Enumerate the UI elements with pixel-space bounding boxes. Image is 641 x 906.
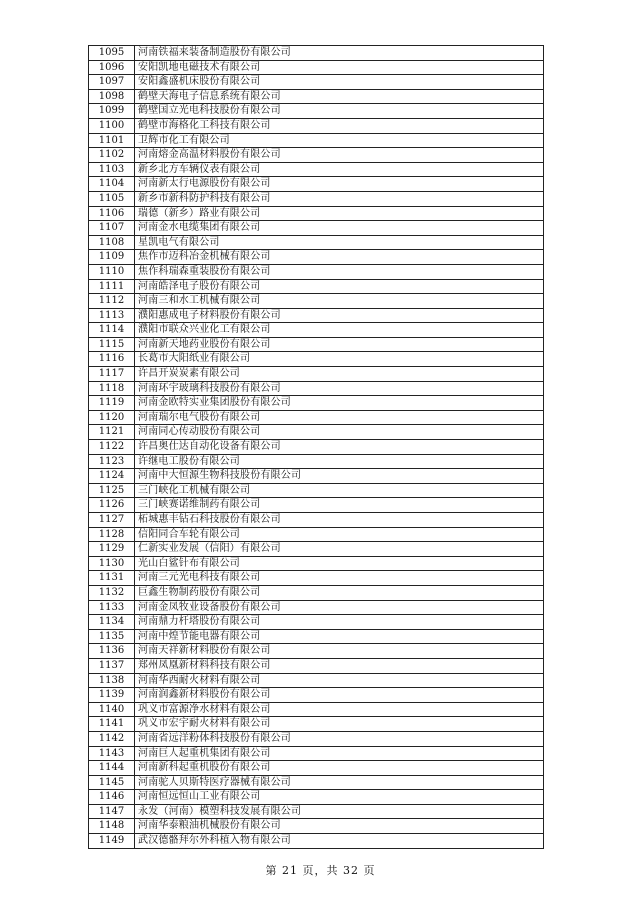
row-number-cell: 1107 (89, 221, 135, 236)
row-number-cell: 1137 (89, 658, 135, 673)
table-row (89, 294, 544, 309)
company-name-cell: 光山白鲨针布有限公司 (135, 556, 544, 571)
row-number-cell: 1112 (89, 294, 135, 309)
table-row (89, 746, 544, 761)
row-number-cell: 1149 (89, 834, 135, 849)
table-row (89, 571, 544, 586)
company-name-cell: 河南金凤牧业设备股份有限公司 (135, 600, 544, 615)
row-number-cell: 1105 (89, 191, 135, 206)
row-number-cell: 1130 (89, 556, 135, 571)
table-row (89, 396, 544, 411)
table-row (89, 279, 544, 294)
table-row (89, 804, 544, 819)
company-name-cell: 河南天祥新材料股份有限公司 (135, 644, 544, 659)
company-name-cell: 焦作市迈科冶金机械有限公司 (135, 250, 544, 265)
row-number-cell: 1132 (89, 585, 135, 600)
row-number-cell: 1129 (89, 542, 135, 557)
table-row (89, 440, 544, 455)
row-number-cell: 1148 (89, 819, 135, 834)
table-row (89, 425, 544, 440)
row-number-cell: 1128 (89, 527, 135, 542)
row-number-cell: 1123 (89, 454, 135, 469)
row-number-cell: 1144 (89, 761, 135, 776)
table-row (89, 673, 544, 688)
row-number-cell: 1134 (89, 615, 135, 630)
company-name-cell: 新乡市新科防护科技有限公司 (135, 191, 544, 206)
row-number-cell: 1101 (89, 133, 135, 148)
row-number-cell: 1136 (89, 644, 135, 659)
company-name-cell: 河南恒远恒山工业有限公司 (135, 790, 544, 805)
table-row (89, 644, 544, 659)
table-row (89, 148, 544, 163)
table-row (89, 337, 544, 352)
row-number-cell: 1098 (89, 89, 135, 104)
company-name-cell: 鹤壁天海电子信息系统有限公司 (135, 89, 544, 104)
company-name-cell: 河南省远洋粉体科技股份有限公司 (135, 731, 544, 746)
table-row (89, 834, 544, 849)
table-row (89, 542, 544, 557)
row-number-cell: 1126 (89, 498, 135, 513)
table-row (89, 790, 544, 805)
table-row (89, 585, 544, 600)
row-number-cell: 1108 (89, 235, 135, 250)
table-row (89, 250, 544, 265)
company-name-cell: 河南皓泽电子股份有限公司 (135, 279, 544, 294)
company-name-cell: 濮阳市联众兴业化工有限公司 (135, 323, 544, 338)
row-number-cell: 1121 (89, 425, 135, 440)
company-name-cell: 河南三和水工机械有限公司 (135, 294, 544, 309)
row-number-cell: 1119 (89, 396, 135, 411)
company-name-cell: 新乡北方车辆仪表有限公司 (135, 162, 544, 177)
table-row (89, 658, 544, 673)
table-row (89, 162, 544, 177)
row-number-cell: 1124 (89, 469, 135, 484)
company-name-cell: 许昌奥仕达自动化设备有限公司 (135, 440, 544, 455)
company-name-cell: 永发（河南）模塑科技发展有限公司 (135, 804, 544, 819)
row-number-cell: 1102 (89, 148, 135, 163)
table-row (89, 775, 544, 790)
company-name-cell: 鹤壁国立光电科技股份有限公司 (135, 104, 544, 119)
company-name-cell: 巨鑫生物制药股份有限公司 (135, 585, 544, 600)
company-name-cell: 濮阳惠成电子材料股份有限公司 (135, 308, 544, 323)
company-name-cell: 河南华西耐火材料有限公司 (135, 673, 544, 688)
table-row (89, 600, 544, 615)
row-number-cell: 1143 (89, 746, 135, 761)
company-name-cell: 河南新天地药业股份有限公司 (135, 337, 544, 352)
company-name-cell: 河南新太行电源股份有限公司 (135, 177, 544, 192)
row-number-cell: 1100 (89, 118, 135, 133)
table-row (89, 454, 544, 469)
row-number-cell: 1116 (89, 352, 135, 367)
company-name-cell: 河南熔金高温材料股份有限公司 (135, 148, 544, 163)
company-name-cell: 河南瑞尔电气股份有限公司 (135, 410, 544, 425)
row-number-cell: 1114 (89, 323, 135, 338)
page-footer: 第 21 页，共 32 页 (265, 864, 376, 877)
company-name-cell: 河南驼人贝斯特医疗器械有限公司 (135, 775, 544, 790)
table-row (89, 483, 544, 498)
company-name-cell: 三门峡化工机械有限公司 (135, 483, 544, 498)
row-number-cell: 1127 (89, 513, 135, 528)
company-name-cell: 河南中煌节能电器有限公司 (135, 629, 544, 644)
company-name-cell: 焦作科瑞森重装股份有限公司 (135, 264, 544, 279)
row-number-cell: 1110 (89, 264, 135, 279)
row-number-cell: 1118 (89, 381, 135, 396)
company-list-table (88, 45, 544, 849)
table-row (89, 410, 544, 425)
row-number-cell: 1133 (89, 600, 135, 615)
row-number-cell: 1103 (89, 162, 135, 177)
table-row (89, 235, 544, 250)
company-name-cell: 三门峡赛诺维制药有限公司 (135, 498, 544, 513)
row-number-cell: 1131 (89, 571, 135, 586)
table-row (89, 323, 544, 338)
table-row (89, 191, 544, 206)
table-row (89, 615, 544, 630)
table-row (89, 46, 544, 61)
company-name-cell: 巩义市宏宇耐火材料有限公司 (135, 717, 544, 732)
table-row (89, 527, 544, 542)
company-name-cell: 仁新实业发展（信阳）有限公司 (135, 542, 544, 557)
table-row (89, 89, 544, 104)
table-row (89, 367, 544, 382)
row-number-cell: 1142 (89, 731, 135, 746)
table-row (89, 556, 544, 571)
table-row (89, 717, 544, 732)
company-name-cell: 许昌开炭炭素有限公司 (135, 367, 544, 382)
company-name-cell: 河南中大恒源生物科技股份有限公司 (135, 469, 544, 484)
company-name-cell: 星凯电气有限公司 (135, 235, 544, 250)
company-name-cell: 河南鼎力杆塔股份有限公司 (135, 615, 544, 630)
row-number-cell: 1120 (89, 410, 135, 425)
row-number-cell: 1095 (89, 46, 135, 61)
row-number-cell: 1109 (89, 250, 135, 265)
row-number-cell: 1147 (89, 804, 135, 819)
company-name-cell: 安阳凯地电磁技术有限公司 (135, 60, 544, 75)
row-number-cell: 1097 (89, 75, 135, 90)
company-name-cell: 河南环宇玻璃科技股份有限公司 (135, 381, 544, 396)
table-row (89, 731, 544, 746)
company-name-cell: 巩义市富源净水材料有限公司 (135, 702, 544, 717)
company-name-cell: 信阳同合车轮有限公司 (135, 527, 544, 542)
row-number-cell: 1099 (89, 104, 135, 119)
table-row (89, 177, 544, 192)
table-row (89, 761, 544, 776)
table-row (89, 629, 544, 644)
row-number-cell: 1139 (89, 688, 135, 703)
row-number-cell: 1113 (89, 308, 135, 323)
table-row (89, 206, 544, 221)
table-row (89, 381, 544, 396)
company-name-cell: 河南铁福来装备制造股份有限公司 (135, 46, 544, 61)
table-row (89, 133, 544, 148)
row-number-cell: 1111 (89, 279, 135, 294)
company-name-cell: 河南金水电缆集团有限公司 (135, 221, 544, 236)
table-row (89, 702, 544, 717)
row-number-cell: 1141 (89, 717, 135, 732)
table-row (89, 498, 544, 513)
company-name-cell: 河南三元光电科技有限公司 (135, 571, 544, 586)
table-row (89, 819, 544, 834)
company-name-cell: 河南华泰粮油机械股份有限公司 (135, 819, 544, 834)
company-list-body (89, 46, 544, 849)
table-row (89, 60, 544, 75)
table-row (89, 221, 544, 236)
row-number-cell: 1145 (89, 775, 135, 790)
company-name-cell: 鹤壁市海格化工科技有限公司 (135, 118, 544, 133)
row-number-cell: 1135 (89, 629, 135, 644)
row-number-cell: 1117 (89, 367, 135, 382)
company-name-cell: 武汉德骼拜尔外科植入物有限公司 (135, 834, 544, 849)
company-name-cell: 卫辉市化工有限公司 (135, 133, 544, 148)
table-row (89, 75, 544, 90)
company-name-cell: 河南巨人起重机集团有限公司 (135, 746, 544, 761)
row-number-cell: 1115 (89, 337, 135, 352)
row-number-cell: 1138 (89, 673, 135, 688)
company-name-cell: 河南金欧特实业集团股份有限公司 (135, 396, 544, 411)
row-number-cell: 1140 (89, 702, 135, 717)
company-name-cell: 长葛市大阳纸业有限公司 (135, 352, 544, 367)
table-row (89, 352, 544, 367)
company-name-cell: 郑州凤凰新材料科技有限公司 (135, 658, 544, 673)
company-name-cell: 河南同心传动股份有限公司 (135, 425, 544, 440)
company-name-cell: 柘城惠丰钻石科技股份有限公司 (135, 513, 544, 528)
table-row (89, 308, 544, 323)
row-number-cell: 1146 (89, 790, 135, 805)
company-name-cell: 瑞德（新乡）路业有限公司 (135, 206, 544, 221)
company-name-cell: 河南润鑫新材料股份有限公司 (135, 688, 544, 703)
row-number-cell: 1122 (89, 440, 135, 455)
table-row (89, 513, 544, 528)
table-row (89, 264, 544, 279)
table-row (89, 104, 544, 119)
row-number-cell: 1096 (89, 60, 135, 75)
row-number-cell: 1106 (89, 206, 135, 221)
table-row (89, 118, 544, 133)
company-name-cell: 安阳鑫盛机床股份有限公司 (135, 75, 544, 90)
row-number-cell: 1104 (89, 177, 135, 192)
row-number-cell: 1125 (89, 483, 135, 498)
table-row (89, 688, 544, 703)
company-name-cell: 河南新科起重机股份有限公司 (135, 761, 544, 776)
table-row (89, 469, 544, 484)
company-name-cell: 许继电工股份有限公司 (135, 454, 544, 469)
